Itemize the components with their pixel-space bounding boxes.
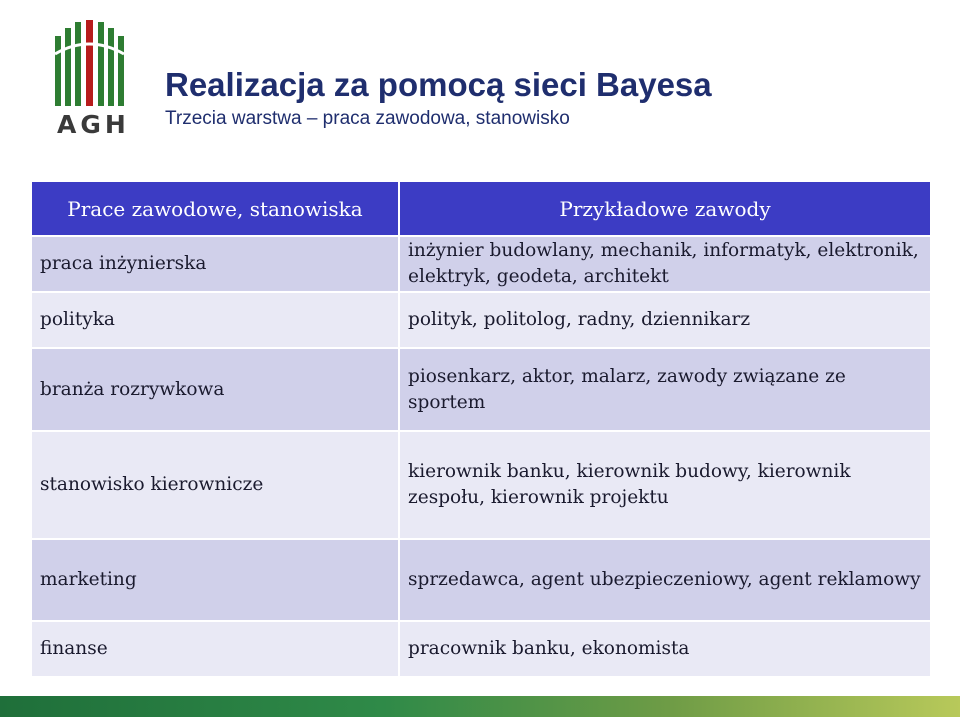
row-examples: polityk, politolog, radny, dziennikarz [399, 292, 931, 348]
row-examples: inżynier budowlany, mechanik, informatyk, elektronik, elektryk, geodeta, architekt [399, 236, 931, 292]
professions-table [30, 180, 932, 678]
table-row [31, 348, 931, 431]
logo-text: AGH [57, 110, 130, 139]
table-row [31, 431, 931, 539]
row-examples: pracownik banku, ekonomista [399, 621, 931, 677]
table-row [31, 621, 931, 677]
row-category: marketing [31, 539, 399, 621]
slide-title: Realizacja za pomocą sieci Bayesa [165, 66, 712, 103]
row-category: polityka [31, 292, 399, 348]
row-category: stanowisko kierownicze [31, 431, 399, 539]
table-row [31, 539, 931, 621]
row-category: praca inżynierska [31, 236, 399, 292]
row-examples: sprzedawca, agent ubezpieczeniowy, agent reklamowy [399, 539, 931, 621]
slide-subtitle: Trzecia warstwa – praca zawodowa, stanowisko [165, 108, 570, 129]
table-header-row [31, 181, 931, 236]
row-examples: piosenkarz, aktor, malarz, zawody związane ze sportem [399, 348, 931, 431]
row-category: finanse [31, 621, 399, 677]
table-row [31, 236, 931, 292]
row-category: branża rozrywkowa [31, 348, 399, 431]
table-row [31, 292, 931, 348]
column-header-category: Prace zawodowe, stanowiska [31, 181, 399, 236]
column-header-examples: Przykładowe zawody [399, 181, 931, 236]
row-examples: kierownik banku, kierownik budowy, kierownik zespołu, kierownik projektu [399, 431, 931, 539]
slide-header [0, 0, 960, 150]
footer-bar [0, 696, 960, 717]
